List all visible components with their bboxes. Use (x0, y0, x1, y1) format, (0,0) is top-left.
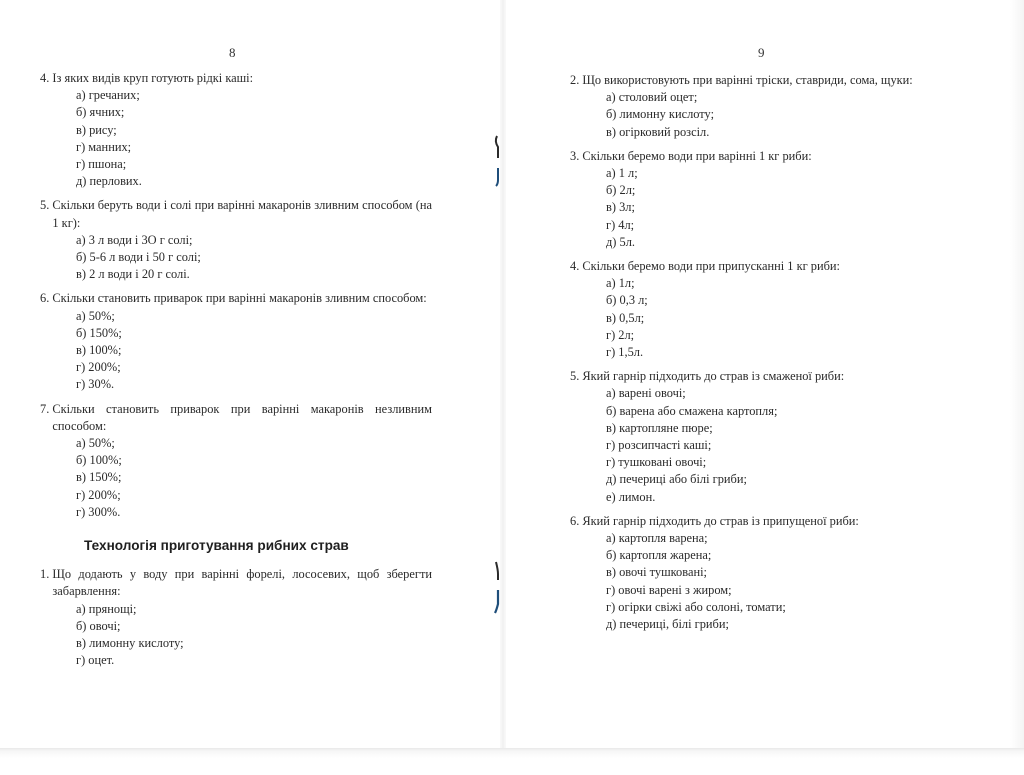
answer-options (40, 308, 432, 394)
answer-options (40, 232, 432, 284)
answer-option: б) 5-6 л води і 50 г солі; (76, 250, 201, 265)
question-6-right (570, 513, 964, 633)
question-number: 4. (570, 259, 583, 274)
staple-top-icon (492, 134, 504, 190)
answer-option: в) лимонну кислоту; (76, 636, 184, 651)
answer-option: б) 0,3 л; (606, 293, 648, 308)
answer-options (570, 385, 964, 505)
answer-option: а) 3 л води і 3О г солі; (76, 232, 193, 247)
question-text: Який гарнір підходить до страв із припущеної риби: (582, 513, 859, 528)
question-4-right (570, 258, 964, 361)
answer-option: в) огірковий розсіл. (606, 124, 710, 139)
answer-option: в) 150%; (76, 470, 122, 485)
question-number: 2. (570, 73, 583, 87)
question-7 (40, 401, 432, 521)
answer-option: г) пшона; (76, 157, 127, 172)
question-4 (40, 70, 432, 190)
answer-option: г) 1,5л. (606, 345, 644, 360)
paper-edge-bottom (0, 748, 1024, 775)
question-text: Що додають у воду при варінні форелі, лососевих, щоб зберегти забарвлення: (52, 567, 432, 599)
answer-option: г) оцет. (76, 653, 115, 668)
page-number-left: 8 (229, 45, 236, 60)
question-number: 4. (40, 71, 53, 85)
answer-option: г) розсипчасті каші; (606, 438, 712, 453)
answer-option: а) варені овочі; (606, 386, 686, 401)
answer-option: д) печериці, білі гриби; (606, 617, 729, 632)
question-5 (40, 197, 432, 283)
answer-option: в) 100%; (76, 343, 122, 358)
answer-option: а) столовий оцет; (606, 90, 698, 105)
question-1 (40, 566, 432, 669)
answer-options (40, 435, 432, 521)
answer-options (570, 530, 964, 633)
answer-option: г) 200%; (76, 360, 121, 375)
answer-option: а) 1л; (606, 276, 635, 291)
answer-option: г) манних; (76, 139, 132, 154)
question-number: 5. (40, 198, 53, 213)
answer-option: г) 300%. (76, 504, 121, 519)
answer-option: в) овочі тушковані; (606, 565, 707, 580)
answer-option: в) 0,5л; (606, 310, 645, 325)
answer-option: а) прянощі; (76, 601, 137, 616)
answer-option: а) гречаних; (76, 88, 140, 103)
question-number: 6. (570, 513, 583, 528)
answer-options (570, 275, 964, 361)
page-number-right: 9 (758, 45, 765, 60)
answer-option: б) 150%; (76, 325, 122, 340)
answer-option: в) 3л; (606, 200, 635, 215)
answer-option: г) огірки свіжі або солоні, томати; (606, 599, 786, 614)
answer-option: б) 100%; (76, 453, 122, 468)
answer-option: г) 4л; (606, 217, 635, 232)
answer-option: д) печериці або білі гриби; (606, 472, 747, 487)
answer-option: б) варена або смажена картопля; (606, 403, 778, 418)
answer-option: б) картопля жарена; (606, 548, 712, 563)
answer-option: г) овочі варені з жиром; (606, 582, 732, 597)
question-number: 6. (40, 291, 53, 306)
answer-option: в) картопляне пюре; (606, 420, 713, 435)
answer-option: б) ячних; (76, 105, 125, 120)
section-heading: Технологія приготування рибних страв (84, 538, 349, 554)
question-text: Скільки беремо води при припусканні 1 кг риби: (582, 259, 840, 274)
answer-option: а) 1 л; (606, 166, 638, 181)
question-text: Скільки беремо води при варінні 1 кг риби: (582, 148, 812, 163)
question-5-right (570, 368, 964, 506)
question-number: 5. (570, 369, 583, 384)
right-page-content (570, 72, 964, 640)
question-number: 1. (40, 567, 53, 582)
question-text: Із яких видів круп готують рідкі каші: (52, 71, 254, 85)
question-number: 3. (570, 148, 583, 163)
answer-option: а) 50%; (76, 308, 115, 323)
answer-option: в) 2 л води і 20 г солі. (76, 267, 190, 282)
answer-option: е) лимон. (606, 489, 656, 504)
answer-option: д) 5л. (606, 234, 636, 249)
question-text: Скільки беруть води і солі при варінні макаронів зливним способом (на 1 кг): (52, 198, 432, 230)
answer-option: б) овочі; (76, 618, 121, 633)
answer-option: а) картопля варена; (606, 531, 708, 546)
answer-options (40, 87, 432, 190)
question-text: Скільки становить приварок при варінні макаронів зливним способом: (52, 291, 427, 306)
answer-options (570, 89, 964, 141)
question-3 (570, 148, 964, 251)
question-number: 7. (40, 401, 53, 416)
answer-options (570, 165, 964, 251)
question-text: Скільки становить приварок при варінні макаронів незливним способом: (52, 401, 432, 433)
answer-option: б) лимонну кислоту; (606, 107, 715, 122)
answer-option: б) 2л; (606, 183, 636, 198)
answer-option: д) перлових. (76, 174, 142, 189)
left-page-content (40, 70, 432, 677)
answer-option: г) 2л; (606, 327, 635, 342)
answer-option: г) тушковані овочі; (606, 455, 707, 470)
answer-option: г) 200%; (76, 487, 121, 502)
question-2 (570, 72, 964, 141)
question-6 (40, 290, 432, 393)
answer-option: а) 50%; (76, 436, 115, 451)
paper-edge-right (1010, 0, 1024, 775)
question-text: Що використовують при варінні тріски, ставриди, сома, щуки: (582, 73, 913, 87)
answer-options (40, 601, 432, 670)
question-text: Який гарнір підходить до страв із смаженої риби: (582, 369, 845, 384)
booklet-binding (500, 0, 506, 775)
answer-option: в) рису; (76, 122, 117, 137)
answer-option: г) 30%. (76, 377, 115, 392)
staple-bottom-icon (492, 558, 504, 618)
